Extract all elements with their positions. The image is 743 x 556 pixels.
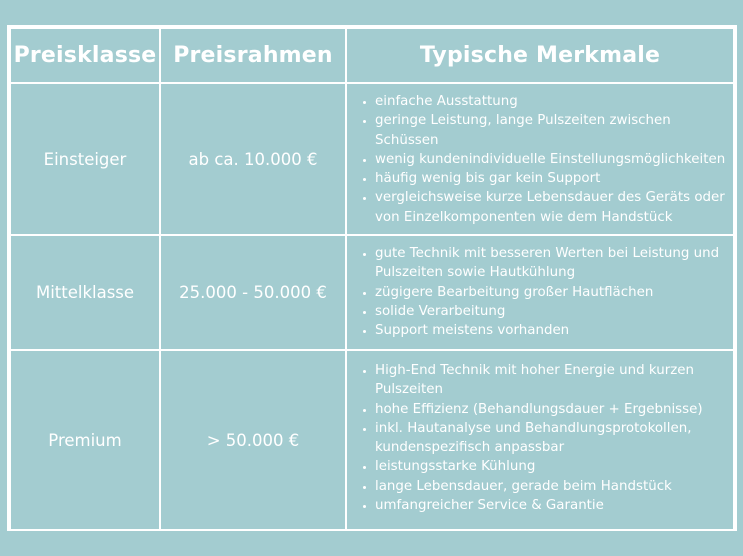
list-item: • High-End Technik mit hoher Energie und kurzen Pulszeiten	[375, 361, 727, 400]
cell-class: Premium	[10, 350, 160, 530]
list-item: • gute Technik mit besseren Werten bei Leistung und Pulszeiten sowie Hautkühlung	[375, 244, 727, 283]
cell-features	[346, 83, 734, 235]
table-row-mittelklasse	[10, 235, 734, 350]
list-item: • solide Verarbeitung	[375, 302, 727, 321]
feature-list	[357, 92, 727, 227]
price-table	[7, 25, 737, 531]
list-item: • vergleichsweise kurze Lebensdauer des Geräts oder von Einzelkomponenten wie dem Handstück	[375, 188, 727, 227]
feature-list	[357, 244, 727, 340]
cell-price: > 50.000 €	[160, 350, 346, 530]
list-item: • geringe Leistung, lange Pulszeiten zwischen Schüssen	[375, 111, 727, 150]
cell-features	[346, 235, 734, 350]
list-item: • wenig kundenindividuelle Einstellungsmöglichkeiten	[375, 150, 727, 169]
list-item: • hohe Effizienz (Behandlungsdauer + Ergebnisse)	[375, 400, 727, 419]
list-item: • Support meistens vorhanden	[375, 321, 727, 340]
cell-class: Mittelklasse	[10, 235, 160, 350]
header-preisrahmen: Preisrahmen	[160, 28, 346, 83]
list-item: • häufig wenig bis gar kein Support	[375, 169, 727, 188]
list-item: • inkl. Hautanalyse und Behandlungsprotokollen, kundenspezifisch anpassbar	[375, 419, 727, 458]
header-typische-merkmale: Typische Merkmale	[346, 28, 734, 83]
header-preisklasse: Preisklasse	[10, 28, 160, 83]
list-item: • umfangreicher Service & Garantie	[375, 496, 727, 515]
feature-list	[357, 361, 727, 515]
table-row-einsteiger	[10, 83, 734, 235]
list-item: • zügigere Bearbeitung großer Hautflächen	[375, 283, 727, 302]
table-row-premium	[10, 350, 734, 530]
list-item: • einfache Ausstattung	[375, 92, 727, 111]
cell-price: 25.000 - 50.000 €	[160, 235, 346, 350]
cell-price: ab ca. 10.000 €	[160, 83, 346, 235]
list-item: • lange Lebensdauer, gerade beim Handstück	[375, 477, 727, 496]
list-item: • leistungsstarke Kühlung	[375, 457, 727, 476]
price-class-table	[9, 27, 735, 531]
cell-features	[346, 350, 734, 530]
table-header-row	[10, 28, 734, 83]
cell-class: Einsteiger	[10, 83, 160, 235]
